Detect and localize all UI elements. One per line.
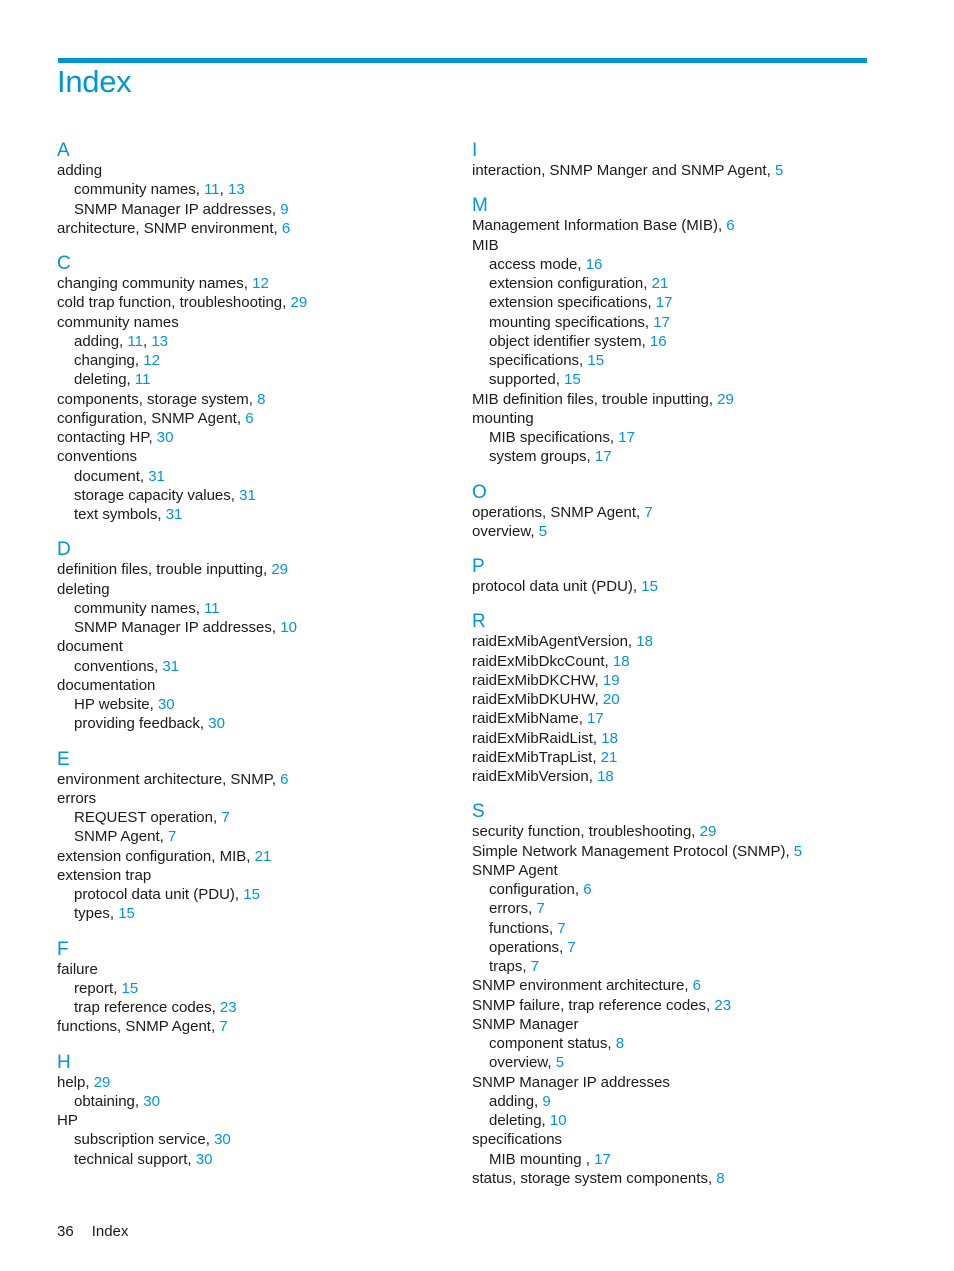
page-reference-link[interactable]: 21 — [600, 748, 618, 766]
entry-term: adding — [489, 1092, 535, 1110]
section-letter: I — [472, 140, 478, 161]
index-entry: security function, troubleshooting, 29 — [472, 823, 717, 841]
index-entry — [57, 313, 457, 332]
index-subentry: overview, 5 — [489, 1054, 565, 1072]
index-entry — [57, 960, 457, 979]
page-reference-link[interactable]: 5 — [555, 1054, 565, 1072]
index-section-a — [57, 139, 457, 238]
page-reference-link[interactable]: 23 — [714, 996, 732, 1014]
entry-term: HP — [57, 1112, 78, 1129]
section-letter: R — [472, 611, 486, 633]
entry-term: SNMP Manager — [472, 1015, 579, 1033]
page-reference-link[interactable]: 18 — [612, 652, 630, 670]
page-reference-link[interactable]: 17 — [655, 294, 673, 312]
section-letter: M — [472, 195, 488, 217]
page-reference-link[interactable]: 16 — [585, 255, 603, 273]
entry-term: SNMP Manager IP addresses — [472, 1073, 670, 1091]
page-reference-link[interactable]: 5 — [538, 522, 548, 540]
entry-term: trap reference codes — [74, 999, 212, 1016]
index-subentry: changing, 12 — [74, 352, 160, 369]
page-reference-link[interactable]: 18 — [601, 729, 618, 747]
index-column-left — [57, 139, 457, 1183]
page-reference-link[interactable]: 7 — [644, 503, 653, 521]
entry-term: mounting specifications — [489, 313, 645, 331]
index-entry — [57, 580, 457, 599]
index-subentry: storage capacity values, 31 — [74, 486, 256, 504]
index-subentry: report, 15 — [74, 979, 139, 997]
index-entry — [57, 866, 457, 885]
entry-term: SNMP Manager IP addresses — [74, 200, 272, 218]
entry-term: overview — [472, 522, 531, 540]
index-subentry: text symbols, 31 — [74, 506, 183, 523]
index-entry — [57, 637, 457, 656]
page-reference-link[interactable]: 29 — [93, 1073, 111, 1091]
entry-term: HP website — [74, 696, 150, 713]
index-entry — [472, 861, 872, 880]
entry-term: errors — [489, 900, 529, 918]
page-reference-link[interactable]: 12 — [252, 275, 269, 292]
entry-term: cold trap function, troubleshooting — [57, 294, 283, 312]
page-reference-link[interactable]: 8 — [716, 1169, 725, 1187]
entry-term: extension specifications — [489, 294, 648, 312]
entry-term: operations, SNMP Agent — [472, 503, 636, 521]
entry-term: access mode — [489, 255, 578, 273]
index-subentry: protocol data unit (PDU), 15 — [74, 886, 260, 903]
index-entry — [472, 1073, 872, 1092]
entry-term: components, storage system — [57, 390, 249, 408]
index-entry — [472, 236, 872, 255]
entry-term: MIB definition files, trouble inputting — [472, 390, 709, 408]
index-entry: overview, 5 — [472, 522, 548, 540]
page-reference-link[interactable]: 5 — [774, 162, 784, 179]
index-section-p — [472, 555, 872, 596]
index-entry: environment architecture, SNMP, 6 — [57, 770, 289, 788]
page-reference-link[interactable]: 9 — [542, 1092, 551, 1110]
page-reference-link[interactable]: 31 — [239, 486, 256, 504]
index-entry — [472, 1130, 872, 1149]
entry-term: help — [57, 1073, 86, 1091]
index-subentry: obtaining, 30 — [74, 1092, 160, 1110]
index-subentry: types, 15 — [74, 905, 135, 923]
index-subentry: functions, 7 — [489, 919, 566, 937]
page-reference-link[interactable]: 17 — [618, 429, 635, 446]
index-subentry: MIB specifications, 17 — [489, 429, 635, 446]
index-entry — [57, 676, 457, 695]
page-reference-link[interactable]: 15 — [564, 371, 581, 389]
page-reference-link[interactable]: 31 — [162, 657, 180, 675]
entry-term: deleting — [74, 371, 127, 389]
entry-term: technical support — [74, 1150, 188, 1168]
entry-term: extension configuration, MIB — [57, 847, 247, 865]
section-letter: C — [57, 253, 71, 274]
index-entry — [57, 447, 457, 466]
entry-term: MIB mounting — [489, 1150, 586, 1168]
entry-term: raidExMibVersion — [472, 768, 589, 785]
entry-term: status, storage system components — [472, 1169, 708, 1187]
page-reference-link[interactable]: 7 — [557, 919, 566, 937]
page-reference-link[interactable]: 11 — [204, 599, 220, 617]
page-reference-link[interactable]: 6 — [281, 219, 291, 237]
index-entry: configuration, SNMP Agent, 6 — [57, 409, 254, 427]
entry-term: raidExMibDKCHW — [472, 671, 595, 689]
entry-term: changing — [74, 352, 135, 369]
entry-term: interaction, SNMP Manger and SNMP Agent — [472, 162, 767, 179]
entry-term: supported — [489, 371, 556, 389]
entry-term: raidExMibDKUHW — [472, 691, 595, 708]
index-section-o — [472, 481, 872, 542]
entry-term: adding — [57, 162, 103, 179]
index-subentry: MIB mounting , 17 — [489, 1150, 611, 1168]
page-reference-link[interactable]: 11 — [204, 181, 220, 199]
index-subentry: document, 31 — [74, 467, 165, 485]
index-entry: status, storage system components, 8 — [472, 1169, 725, 1187]
page-reference-link[interactable]: 31 — [148, 467, 165, 485]
index-entry: definition files, trouble inputting, 29 — [57, 561, 288, 579]
entry-term: deleting — [57, 580, 110, 598]
page-reference-link[interactable]: 16 — [649, 332, 667, 350]
index-subentry: adding, 9 — [489, 1092, 551, 1110]
entry-term: protocol data unit (PDU) — [472, 578, 633, 595]
page-reference-link[interactable]: 15 — [121, 979, 139, 997]
entry-term: MIB specifications — [489, 429, 610, 446]
index-entry: functions, SNMP Agent, 7 — [57, 1018, 228, 1036]
entry-term: architecture, SNMP environment — [57, 219, 274, 237]
page-reference-link[interactable]: 17 — [653, 313, 670, 331]
index-subentry: specifications, 15 — [489, 352, 605, 369]
entry-term: SNMP Agent — [472, 861, 558, 879]
index-entry — [57, 1111, 457, 1130]
index-section-h — [57, 1051, 457, 1169]
page-reference-link[interactable]: 17 — [594, 448, 612, 466]
page-footer — [57, 1222, 128, 1241]
index-subentry: errors, 7 — [489, 900, 545, 918]
index-subentry: extension configuration, 21 — [489, 275, 669, 292]
entry-term: raidExMibDkcCount — [472, 652, 605, 670]
footer-page-number: 36 — [57, 1223, 74, 1240]
index-entry — [57, 789, 457, 808]
entry-term: community names — [74, 599, 196, 617]
section-letter: P — [472, 556, 485, 577]
index-entry: SNMP failure, trap reference codes, 23 — [472, 996, 732, 1014]
page-reference-link[interactable]: 13 — [227, 181, 245, 199]
entry-term: raidExMibTrapList — [472, 748, 593, 766]
entry-term: obtaining — [74, 1092, 135, 1110]
page-reference-link[interactable]: 29 — [271, 561, 288, 579]
page-reference-link[interactable]: 10 — [549, 1112, 567, 1129]
header-rule — [58, 58, 867, 63]
entry-term: SNMP Manager IP addresses — [74, 619, 272, 636]
page-title: Index — [57, 64, 132, 99]
entry-term: configuration — [489, 881, 575, 898]
index-entry — [472, 409, 872, 428]
index-subentry: REQUEST operation, 7 — [74, 809, 230, 826]
page-reference-link[interactable]: 29 — [290, 294, 308, 312]
page-reference-link[interactable]: 7 — [536, 900, 545, 918]
entry-term: operations — [489, 938, 560, 956]
page-reference-link[interactable]: 11 — [134, 371, 151, 389]
index-entry: extension configuration, MIB, 21 — [57, 847, 272, 865]
index-entry: raidExMibTrapList, 21 — [472, 748, 618, 766]
index-subentry: SNMP Manager IP addresses, 10 — [74, 619, 297, 636]
page-reference-link[interactable]: 31 — [165, 506, 183, 523]
page-reference-link[interactable]: 7 — [221, 809, 230, 826]
index-section-i — [472, 139, 872, 180]
index-entry: Simple Network Management Protocol (SNMP), 5 — [472, 842, 803, 860]
entry-term: configuration, SNMP Agent — [57, 409, 237, 427]
index-section-c — [57, 252, 457, 524]
page-reference-link[interactable]: 30 — [214, 1131, 231, 1149]
index-entry: cold trap function, troubleshooting, 29 — [57, 294, 308, 312]
entry-term: MIB — [472, 236, 499, 254]
entry-term: changing community names — [57, 275, 244, 292]
page-reference-link[interactable]: 13 — [151, 332, 168, 350]
entry-term: community names — [74, 181, 196, 199]
index-entry: raidExMibDkcCount, 18 — [472, 652, 630, 670]
page-reference-link[interactable]: 5 — [793, 842, 803, 860]
entry-term: report — [74, 979, 114, 997]
page-reference-link[interactable]: 18 — [597, 768, 614, 785]
index-subentry: SNMP Manager IP addresses, 9 — [74, 200, 289, 218]
page-reference-link[interactable]: 29 — [699, 823, 717, 841]
page-reference-link[interactable]: 15 — [243, 886, 260, 903]
index-subentry: access mode, 16 — [489, 255, 603, 273]
entry-term: functions, SNMP Agent — [57, 1018, 211, 1036]
page-reference-link[interactable]: 30 — [208, 715, 225, 733]
entry-term: REQUEST operation — [74, 809, 213, 826]
entry-term: contacting HP — [57, 429, 149, 446]
index-entry: operations, SNMP Agent, 7 — [472, 503, 653, 521]
index-subentry: SNMP Agent, 7 — [74, 828, 177, 846]
entry-term: storage capacity values — [74, 486, 231, 504]
section-letter: H — [57, 1051, 71, 1073]
index-section-d — [57, 538, 457, 733]
index-section-e — [57, 748, 457, 924]
index-column-right — [472, 139, 872, 1202]
index-subentry: technical support, 30 — [74, 1150, 213, 1168]
page-reference-link[interactable]: 30 — [157, 696, 175, 713]
index-subentry: mounting specifications, 17 — [489, 313, 670, 331]
entry-term: object identifier system — [489, 332, 642, 350]
page-reference-link[interactable]: 10 — [280, 619, 297, 636]
entry-term: subscription service — [74, 1131, 206, 1149]
index-subentry: community names, 11, 13 — [74, 181, 245, 199]
page-reference-link[interactable]: 17 — [594, 1150, 611, 1168]
index-subentry: deleting, 10 — [489, 1112, 567, 1129]
page-reference-link[interactable]: 17 — [587, 710, 604, 728]
index-entry: raidExMibVersion, 18 — [472, 768, 614, 785]
index-subentry: HP website, 30 — [74, 696, 175, 713]
entry-term: errors — [57, 789, 97, 807]
index-entry: help, 29 — [57, 1073, 111, 1091]
index-entry — [472, 1015, 872, 1034]
index-entry: raidExMibDKUHW, 20 — [472, 691, 620, 708]
section-letter: O — [472, 481, 487, 503]
index-section-r — [472, 610, 872, 786]
section-letter: S — [472, 801, 485, 823]
index-entry: MIB definition files, trouble inputting, 29 — [472, 390, 734, 408]
entry-term: document — [74, 467, 140, 485]
index-subentry: subscription service, 30 — [74, 1131, 231, 1149]
page-reference-link[interactable]: 15 — [118, 905, 135, 923]
entry-term: extension configuration — [489, 275, 644, 292]
page-reference-link[interactable]: 8 — [257, 390, 266, 408]
index-subentry: extension specifications, 17 — [489, 294, 673, 312]
page-reference-link[interactable]: 6 — [692, 977, 702, 995]
entry-term: adding — [74, 332, 120, 350]
entry-term: definition files, trouble inputting — [57, 561, 263, 579]
entry-term: specifications — [472, 1131, 563, 1149]
page-reference-link[interactable]: 6 — [280, 770, 289, 788]
entry-term: security function, troubleshooting — [472, 823, 692, 841]
entry-term: types — [74, 905, 110, 923]
page-reference-link[interactable]: 12 — [143, 352, 160, 369]
index-entry — [57, 161, 457, 180]
section-letter: E — [57, 748, 70, 770]
page-reference-link[interactable]: 21 — [254, 847, 272, 865]
index-subentry: community names, 11 — [74, 599, 220, 617]
index-subentry: deleting, 11 — [74, 371, 151, 389]
index-entry: raidExMibRaidList, 18 — [472, 729, 618, 747]
entry-term: documentation — [57, 676, 156, 694]
index-subentry: providing feedback, 30 — [74, 715, 225, 733]
page-reference-link[interactable]: 7 — [167, 828, 177, 846]
index-section-f — [57, 938, 457, 1037]
page-reference-link[interactable]: 30 — [156, 429, 174, 446]
page-reference-link[interactable]: 11 — [127, 332, 143, 350]
entry-term: functions — [489, 919, 550, 937]
page-reference-link[interactable]: 15 — [641, 578, 658, 595]
page-reference-link[interactable]: 20 — [602, 691, 620, 708]
index-entry: Management Information Base (MIB), 6 — [472, 217, 735, 235]
page-reference-link[interactable]: 19 — [602, 671, 620, 689]
section-letter: A — [57, 140, 70, 161]
index-subentry: supported, 15 — [489, 371, 581, 389]
page-reference-link[interactable]: 7 — [530, 958, 540, 975]
entry-term: mounting — [472, 409, 534, 427]
entry-term: Simple Network Management Protocol (SNMP) — [472, 842, 786, 860]
index-subentry: system groups, 17 — [489, 448, 612, 466]
index-subentry: object identifier system, 16 — [489, 332, 667, 350]
page-reference-link[interactable]: 15 — [587, 352, 605, 369]
section-letter: F — [57, 938, 69, 960]
index-subentry: traps, 7 — [489, 958, 540, 975]
entry-term: environment architecture, SNMP — [57, 770, 272, 788]
index-subentry: adding, 11, 13 — [74, 332, 168, 350]
section-letter: D — [57, 539, 71, 561]
page-reference-link[interactable]: 7 — [219, 1018, 228, 1036]
index-subentry: operations, 7 — [489, 938, 576, 956]
entry-term: specifications — [489, 352, 580, 369]
index-entry: raidExMibAgentVersion, 18 — [472, 633, 653, 651]
entry-term: raidExMibRaidList — [472, 729, 593, 747]
entry-term: extension trap — [57, 866, 152, 884]
page-reference-link[interactable]: 18 — [636, 633, 653, 651]
entry-term: SNMP Agent — [74, 828, 160, 846]
index-entry: raidExMibDKCHW, 19 — [472, 671, 620, 689]
index-entry: architecture, SNMP environment, 6 — [57, 219, 291, 237]
index-section-s — [472, 800, 872, 1188]
page-reference-link[interactable]: 23 — [219, 999, 237, 1016]
index-entry: protocol data unit (PDU), 15 — [472, 578, 658, 595]
index-entry: components, storage system, 8 — [57, 390, 266, 408]
page-reference-link[interactable]: 29 — [717, 390, 734, 408]
index-subentry: conventions, 31 — [74, 657, 180, 675]
entry-term: conventions — [74, 657, 155, 675]
page-reference-link[interactable]: 7 — [567, 938, 576, 956]
entry-term: raidExMibAgentVersion — [472, 633, 628, 651]
index-subentry: trap reference codes, 23 — [74, 999, 237, 1016]
page-reference-link[interactable]: 6 — [726, 217, 735, 235]
index-entry: raidExMibName, 17 — [472, 710, 604, 728]
page-reference-link[interactable]: 30 — [143, 1092, 160, 1110]
page-reference-link[interactable]: 9 — [280, 200, 289, 218]
entry-term: raidExMibName — [472, 710, 579, 728]
index-subentry: configuration, 6 — [489, 881, 592, 898]
page-reference-link[interactable]: 6 — [583, 881, 592, 898]
index-entry: contacting HP, 30 — [57, 429, 174, 446]
entry-term: providing feedback — [74, 715, 200, 733]
footer-label: Index — [91, 1223, 129, 1240]
index-entry: changing community names, 12 — [57, 275, 269, 292]
entry-term: traps — [489, 958, 523, 975]
index-entry: SNMP environment architecture, 6 — [472, 977, 702, 995]
entry-term: system groups — [489, 448, 587, 466]
index-entry: interaction, SNMP Manger and SNMP Agent, 5 — [472, 162, 784, 179]
entry-term: community names — [57, 313, 179, 331]
page-reference-link[interactable]: 8 — [615, 1035, 625, 1052]
page-reference-link[interactable]: 21 — [651, 275, 669, 292]
index-section-m — [472, 194, 872, 466]
entry-term: SNMP failure, trap reference codes — [472, 996, 707, 1014]
entry-term: document — [57, 638, 123, 656]
entry-term: Management Information Base (MIB) — [472, 217, 718, 235]
entry-term: text symbols — [74, 506, 158, 523]
entry-term: failure — [57, 960, 98, 978]
page-reference-link[interactable]: 6 — [245, 409, 254, 427]
index-subentry: component status, 8 — [489, 1035, 625, 1052]
entry-term: deleting — [489, 1112, 542, 1129]
entry-term: SNMP environment architecture — [472, 977, 685, 995]
entry-term: conventions — [57, 448, 138, 466]
page-reference-link[interactable]: 30 — [195, 1150, 213, 1168]
entry-term: overview — [489, 1054, 548, 1072]
entry-term: component status — [489, 1035, 608, 1052]
entry-term: protocol data unit (PDU) — [74, 886, 235, 903]
